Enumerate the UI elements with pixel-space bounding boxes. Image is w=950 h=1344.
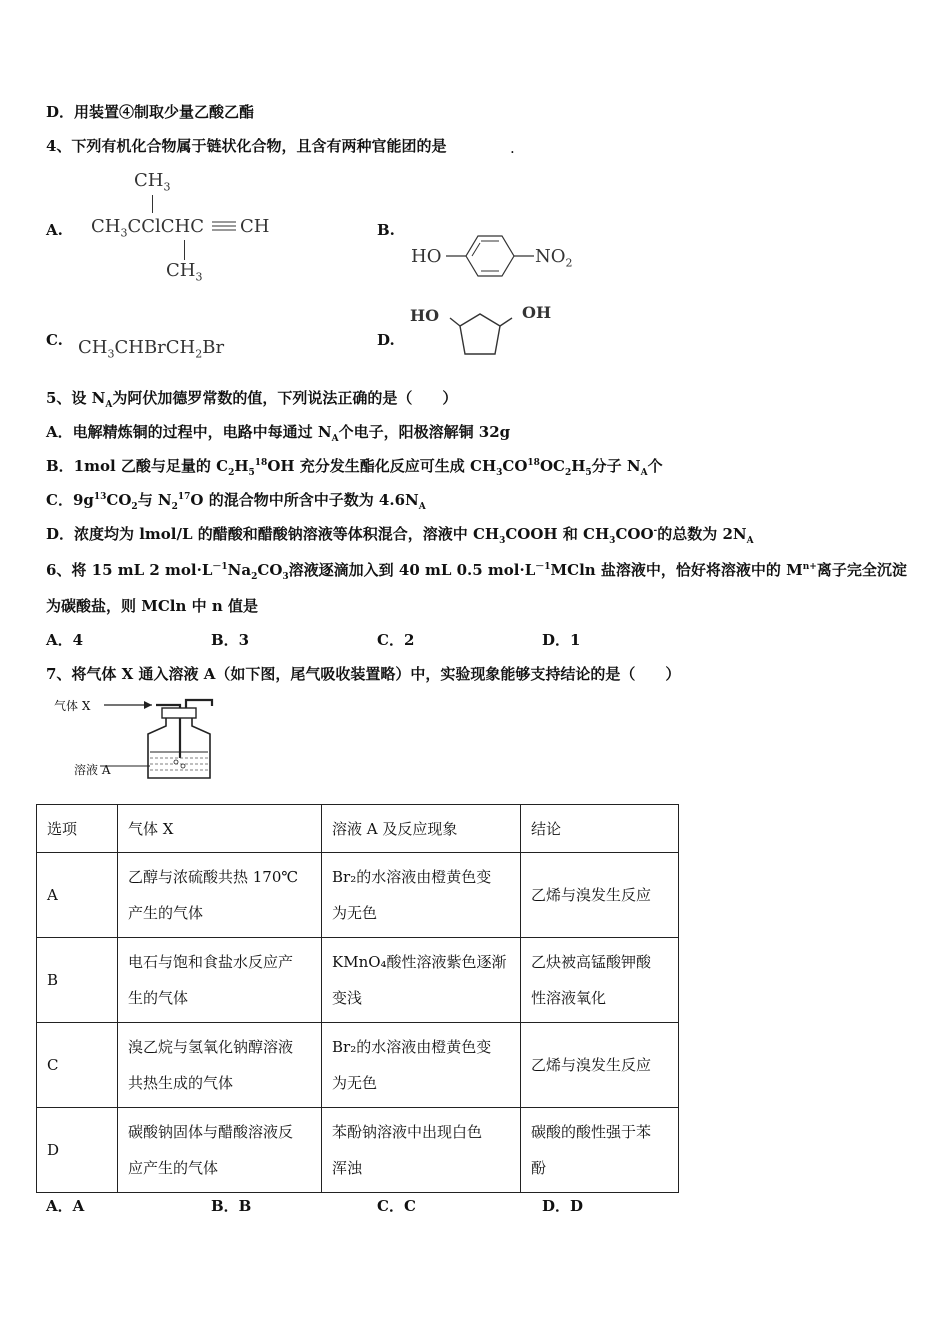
q4-option-a-label: A. (46, 221, 63, 239)
table-row (37, 1023, 679, 1108)
table-cell-solution: Br₂的水溶液由橙黄色变 为无色 (322, 853, 521, 938)
table-row (37, 938, 679, 1023)
table-cell-conclusion: 乙炔被高锰酸钾酸 性溶液氧化 (521, 938, 679, 1023)
table-cell-gas: 碳酸钠固体与醋酸溶液反 应产生的气体 (118, 1108, 322, 1193)
q4-b-ho: HO (411, 246, 442, 267)
q7-fig-gas-label: 气体 X (54, 699, 91, 713)
table-cell-option: C (37, 1023, 118, 1108)
q7-option-d: D．D (542, 1197, 584, 1215)
q3-option-d: D．用装置④制取少量乙酸乙酯 (46, 103, 255, 121)
q4-option-d-label: D. (377, 331, 395, 349)
q7-option-c: C．C (377, 1197, 416, 1215)
q5-option-d: D．浓度均为 lmol/L 的醋酸和醋酸钠溶液等体积混合，溶液中 $CH_3COOH$ 和 $CH_3COO^-$的总数为 $2N_A$ (46, 525, 754, 546)
q4-d-cyclopentane-ring (440, 310, 530, 366)
table-header: 选项 (37, 805, 118, 853)
q5-option-c: C．$9g^{13}CO_2$与 $N_2^{17}O$ 的混合物中所含中子数为 $4.6N_A$ (46, 491, 426, 512)
table-cell-option: D (37, 1108, 118, 1193)
table-cell-conclusion: 乙烯与溴发生反应 (521, 1023, 679, 1108)
q4-b-benzene-ring (440, 232, 540, 280)
q4-option-c-label: C. (46, 331, 63, 349)
table-cell-conclusion: 碳酸的酸性强于苯 酚 (521, 1108, 679, 1193)
q5-option-b: B．1mol 乙酸与足量的 $C_2H_5^{18}OH$ 充分发生酯化反应可生成 $CH_3CO^{18}OC_2H_5$分子 $N_A$个 (46, 457, 663, 478)
table-cell-gas: 溴乙烷与氢氧化钠醇溶液 共热生成的气体 (118, 1023, 322, 1108)
table-cell-option: B (37, 938, 118, 1023)
q6-option-a: A．4 (46, 631, 84, 649)
q4-option-b-label: B. (377, 221, 395, 239)
table-header: 溶液 A 及反应现象 (322, 805, 521, 853)
q4-b-no2: $NO_2$ (535, 246, 573, 270)
q4-d-oh-left: HO (410, 306, 440, 325)
q7-table (36, 804, 679, 1193)
q4-stem: 4、下列有机化合物属于链状化合物，且含有两种官能团的是 (46, 137, 447, 155)
q4-a-chain: $CH_3CClCHC$ CH (91, 216, 270, 240)
q5-stem: 5、设 $N_A$为阿伏加德罗常数的值，下列说法正确的是（ ） (46, 389, 458, 410)
q6-option-b: B．3 (211, 631, 250, 649)
q7-apparatus-figure (100, 696, 220, 786)
q4-a-ch3-bottom: $CH_3$ (166, 260, 203, 284)
q6-option-d: D．1 (542, 631, 581, 649)
table-cell-gas: 乙醇与浓硫酸共热 170℃ 产生的气体 (118, 853, 322, 938)
table-cell-option: A (37, 853, 118, 938)
table-cell-conclusion: 乙烯与溴发生反应 (521, 853, 679, 938)
q7-option-a: A．A (46, 1197, 85, 1215)
table-header: 结论 (521, 805, 679, 853)
q7-stem: 7、将气体 X 通入溶液 A（如下图，尾气吸收装置略）中，实验现象能够支持结论的是（ ） (46, 665, 681, 683)
q7-fig-solution-label: 溶液 A (74, 763, 111, 777)
table-cell-solution: Br₂的水溶液由橙黄色变 为无色 (322, 1023, 521, 1108)
q4-stem-dot: . (510, 139, 515, 157)
table-header: 气体 X (118, 805, 322, 853)
table-cell-gas: 电石与饱和食盐水反应产 生的气体 (118, 938, 322, 1023)
q6-option-c: C．2 (377, 631, 415, 649)
q5-option-a: A．电解精炼铜的过程中，电路中每通过 $N_A$个电子，阳极溶解铜 32g (46, 423, 511, 444)
table-row (37, 1108, 679, 1193)
q4-c-formula: $CH_3CHBrCH_2Br$ (78, 337, 225, 361)
q6-stem-line1: 6、将 15 mL 2 $mol\cdot L^{-1}Na_2CO_3$溶液逐滴加入到 40 mL 0.5 $mol\cdot L^{-1}MCln$ 盐溶液中，恰好将溶液中的 $M^{n+}$离子完全沉淀 (46, 561, 907, 582)
table-row (37, 853, 679, 938)
q4-d-oh-right: OH (522, 303, 552, 322)
q7-option-b: B．B (211, 1197, 252, 1215)
q4-a-bond-bottom (184, 240, 185, 260)
table-cell-solution: KMnO₄酸性溶液紫色逐渐 变浅 (322, 938, 521, 1023)
table-cell-solution: 苯酚钠溶液中出现白色 浑浊 (322, 1108, 521, 1193)
q6-stem-line2: 为碳酸盐，则 MCln 中 n 值是 (46, 597, 258, 615)
q4-a-ch3-top: $CH_3$ (134, 170, 171, 194)
